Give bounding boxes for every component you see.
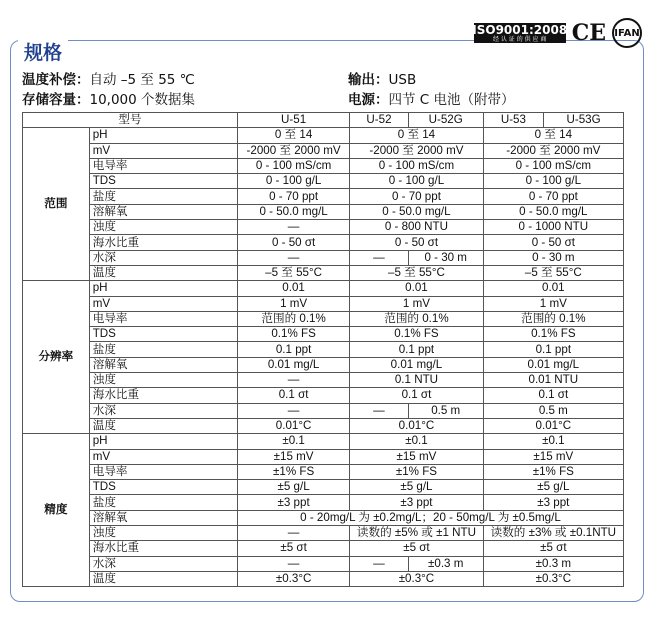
value-cell: 0 - 50.0 mg/L [483, 204, 623, 219]
param-label: 盐度 [89, 189, 237, 204]
table-row [23, 510, 624, 525]
group-label-accuracy: 精度 [23, 434, 90, 587]
param-label: 盐度 [89, 495, 237, 510]
value-cell: — [237, 220, 349, 235]
value-cell: 0 - 100 g/L [237, 174, 349, 189]
value-cell: 0 - 100 mS/cm [237, 158, 349, 173]
value-cell: 0.1% FS [483, 327, 623, 342]
value-cell: ±0.1 [237, 434, 349, 449]
value-cell: — [237, 373, 349, 388]
value-cell: 1 mV [350, 296, 483, 311]
param-label: pH [89, 281, 237, 296]
table-row [23, 418, 624, 433]
table-row [23, 158, 624, 173]
output-label: 输出： [348, 72, 389, 88]
value-cell: ±5 g/L [350, 480, 483, 495]
param-label: 溶解氧 [89, 204, 237, 219]
table-row [23, 526, 624, 541]
value-cell: 0.01 mg/L [237, 357, 349, 372]
table-row [23, 342, 624, 357]
value-cell: 0 - 30 m [483, 250, 623, 265]
value-cell: 0.01 [483, 281, 623, 296]
output-value: USB [388, 72, 417, 88]
param-label: mV [89, 296, 237, 311]
iso-text: ISO9001:2008 [472, 22, 568, 37]
value-cell: 0.01°C [237, 418, 349, 433]
value-cell: 0 - 50 σt [237, 235, 349, 250]
param-label: 水深 [89, 250, 237, 265]
param-label: TDS [89, 174, 237, 189]
value-cell: 0.1 NTU [350, 373, 483, 388]
value-cell: ±5 σt [350, 541, 483, 556]
value-cell: 读数的 ±5% 或 ±1 NTU [350, 526, 483, 541]
value-cell: ±1% FS [237, 464, 349, 479]
value-cell: ±3 ppt [350, 495, 483, 510]
group-label-resolution: 分辨率 [23, 281, 90, 434]
power-label: 电源： [348, 92, 389, 108]
table-row [23, 281, 624, 296]
value-cell: ±0.3°C [483, 571, 623, 586]
table-row [23, 464, 624, 479]
value-cell: 0 - 20mg/L 为 ±0.2mg/L；20 - 50mg/L 为 ±0.5mg/L [237, 510, 623, 525]
value-cell: 0 - 1000 NTU [483, 220, 623, 235]
value-cell: 0 - 100 mS/cm [350, 158, 483, 173]
value-cell: 1 mV [237, 296, 349, 311]
temp-comp-spec [22, 68, 195, 88]
table-row [23, 204, 624, 219]
value-cell: ±0.3 m [408, 556, 483, 571]
value-cell: 范围的 0.1% [237, 311, 349, 326]
value-cell: –5 至 55°C [350, 265, 483, 280]
value-cell: 0.01 NTU [483, 373, 623, 388]
output-spec [348, 68, 416, 88]
value-cell: 0.1 ppt [237, 342, 349, 357]
certifications [474, 18, 642, 48]
value-cell: ±1% FS [483, 464, 623, 479]
value-cell: -2000 至 2000 mV [350, 143, 483, 158]
param-label: 海水比重 [89, 388, 237, 403]
value-cell: 0 - 70 ppt [350, 189, 483, 204]
value-cell: — [237, 403, 349, 418]
param-label: 温度 [89, 265, 237, 280]
table-row [23, 311, 624, 326]
value-cell: 0.1 ppt [350, 342, 483, 357]
value-cell: 0 - 30 m [408, 250, 483, 265]
table-row [23, 403, 624, 418]
model-u53: U-53 [483, 113, 543, 128]
value-cell: –5 至 55°C [237, 265, 349, 280]
table-row [23, 220, 624, 235]
value-cell: 0 - 800 NTU [350, 220, 483, 235]
value-cell: ±15 mV [483, 449, 623, 464]
value-cell: ±0.1 [483, 434, 623, 449]
value-cell: 0 至 14 [237, 128, 349, 143]
temp-comp-label: 温度补偿： [22, 72, 90, 88]
value-cell: ±5 g/L [483, 480, 623, 495]
value-cell: 0.1 σt [483, 388, 623, 403]
table-row [23, 327, 624, 342]
group-label-range: 范围 [23, 128, 90, 281]
ce-mark-icon: CE [571, 20, 606, 46]
certification-badge-icon: IFAN [612, 18, 642, 48]
value-cell: ±5 g/L [237, 480, 349, 495]
power-spec [348, 88, 515, 108]
value-cell: 范围的 0.1% [483, 311, 623, 326]
param-label: 盐度 [89, 342, 237, 357]
table-row [23, 296, 624, 311]
value-cell: 0 - 50.0 mg/L [237, 204, 349, 219]
section-title: 规格 [18, 38, 68, 65]
value-cell: 0.1% FS [237, 327, 349, 342]
value-cell: 0.01 mg/L [350, 357, 483, 372]
param-label: 水深 [89, 556, 237, 571]
table-row [23, 357, 624, 372]
param-label: pH [89, 128, 237, 143]
iso-logo [474, 23, 566, 43]
storage-value: 10,000 个数据集 [89, 92, 196, 108]
value-cell: ±0.1 [350, 434, 483, 449]
value-cell: ±3 ppt [237, 495, 349, 510]
value-cell: 0 - 50 σt [350, 235, 483, 250]
value-cell: ±5 σt [237, 541, 349, 556]
value-cell: ±5 σt [483, 541, 623, 556]
table-row [23, 128, 624, 143]
storage-spec [22, 88, 195, 108]
value-cell: 0.1 σt [350, 388, 483, 403]
param-label: 温度 [89, 571, 237, 586]
value-cell: 0 - 100 g/L [483, 174, 623, 189]
value-cell: ±0.3°C [237, 571, 349, 586]
value-cell: 1 mV [483, 296, 623, 311]
param-label: 浊度 [89, 373, 237, 388]
param-label: mV [89, 143, 237, 158]
value-cell: 0.01 [350, 281, 483, 296]
param-label: 溶解氧 [89, 510, 237, 525]
value-cell: 0.1% FS [350, 327, 483, 342]
value-cell: 0 - 100 mS/cm [483, 158, 623, 173]
table-row [23, 189, 624, 204]
storage-label: 存储容量： [22, 92, 90, 108]
value-cell: 0 - 50.0 mg/L [350, 204, 483, 219]
value-cell: — [237, 556, 349, 571]
param-label: TDS [89, 327, 237, 342]
table-row [23, 480, 624, 495]
model-u53g: U-53G [544, 113, 624, 128]
param-label: 海水比重 [89, 235, 237, 250]
table-row [23, 434, 624, 449]
table-row [23, 174, 624, 189]
value-cell: 0.01°C [350, 418, 483, 433]
value-cell: 0.5 m [408, 403, 483, 418]
value-cell: — [237, 250, 349, 265]
param-label: mV [89, 449, 237, 464]
value-cell: 0.5 m [483, 403, 623, 418]
iso-subtext: 经 认 证 的 供 应 商 [492, 35, 547, 43]
table-row [23, 388, 624, 403]
value-cell: 0.1 ppt [483, 342, 623, 357]
value-cell: -2000 至 2000 mV [237, 143, 349, 158]
table-row [23, 495, 624, 510]
value-cell: 0.01°C [483, 418, 623, 433]
table-row [23, 373, 624, 388]
param-label: 电导率 [89, 158, 237, 173]
param-label: 电导率 [89, 311, 237, 326]
value-cell: 0.1 σt [237, 388, 349, 403]
value-cell: — [350, 250, 409, 265]
value-cell: — [350, 403, 409, 418]
value-cell: 0 - 100 g/L [350, 174, 483, 189]
value-cell: 0.01 [237, 281, 349, 296]
param-label: 浊度 [89, 220, 237, 235]
model-header: 型号 [23, 113, 238, 128]
value-cell: ±3 ppt [483, 495, 623, 510]
value-cell: 读数的 ±3% 或 ±0.1NTU [483, 526, 623, 541]
param-label: 溶解氧 [89, 357, 237, 372]
value-cell: — [237, 526, 349, 541]
value-cell: -2000 至 2000 mV [483, 143, 623, 158]
temp-comp-value: 自动 –5 至 55 ℃ [89, 72, 195, 88]
power-value: 四节 C 电池（附带） [388, 92, 515, 108]
table-row [23, 449, 624, 464]
param-label: 水深 [89, 403, 237, 418]
model-u51: U-51 [237, 113, 349, 128]
param-label: pH [89, 434, 237, 449]
table-row [23, 235, 624, 250]
value-cell: ±0.3 m [483, 556, 623, 571]
value-cell: 0 - 50 σt [483, 235, 623, 250]
table-header-row [23, 113, 624, 128]
table-row [23, 571, 624, 586]
param-label: 温度 [89, 418, 237, 433]
param-label: 海水比重 [89, 541, 237, 556]
value-cell: 0 至 14 [483, 128, 623, 143]
value-cell: ±15 mV [237, 449, 349, 464]
table-row [23, 265, 624, 280]
value-cell: 0 - 70 ppt [483, 189, 623, 204]
table-row [23, 250, 624, 265]
value-cell: 0 - 70 ppt [237, 189, 349, 204]
value-cell: — [350, 556, 409, 571]
param-label: TDS [89, 480, 237, 495]
table-row [23, 556, 624, 571]
value-cell: ±1% FS [350, 464, 483, 479]
value-cell: ±15 mV [350, 449, 483, 464]
value-cell: 0.01 mg/L [483, 357, 623, 372]
table-row [23, 143, 624, 158]
model-u52g: U-52G [408, 113, 483, 128]
param-label: 电导率 [89, 464, 237, 479]
spec-table [22, 112, 624, 587]
table-row [23, 541, 624, 556]
value-cell: –5 至 55°C [483, 265, 623, 280]
param-label: 浊度 [89, 526, 237, 541]
value-cell: ±0.3°C [350, 571, 483, 586]
value-cell: 范围的 0.1% [350, 311, 483, 326]
model-u52: U-52 [350, 113, 409, 128]
value-cell: 0 至 14 [350, 128, 483, 143]
